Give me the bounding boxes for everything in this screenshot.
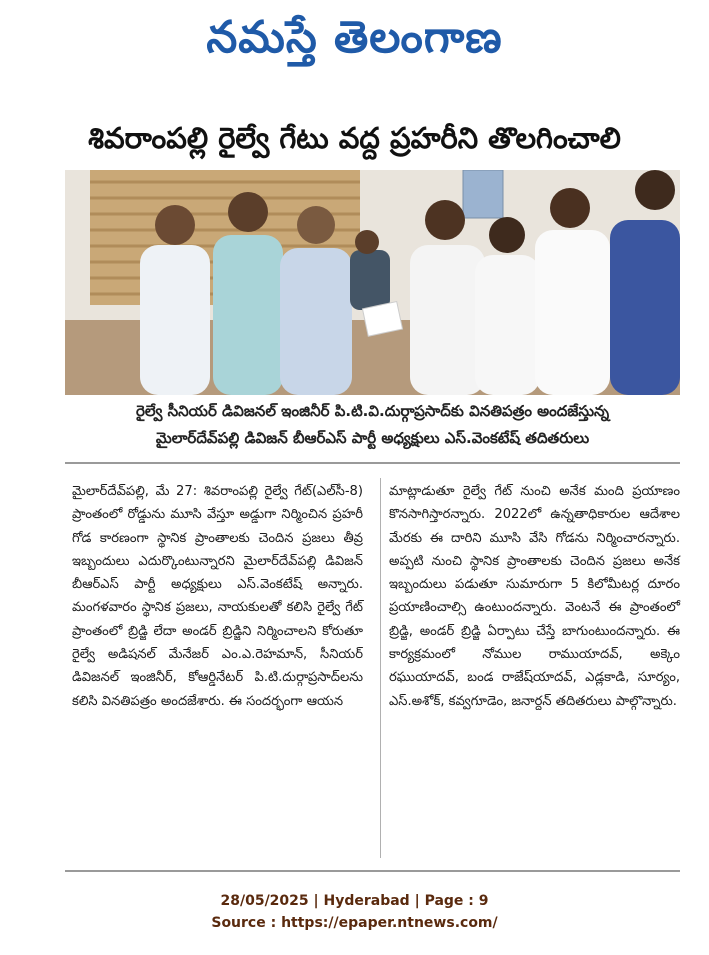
footer-date-page: 28/05/2025 | Hyderabad | Page : 9: [220, 893, 489, 909]
caption-line-2: మైలార్‌దేవ్‌పల్లి డివిజన్ బీఆర్‌ఎస్ పార్టీ అధ్యక్షులు ఎస్.వెంకటేష్ తదితరులు: [155, 429, 590, 447]
article-headline: శివరాంపల్లి రైల్వే గేటు వద్ద ప్రహరీని తొలగించాలి: [88, 121, 621, 155]
caption-line-1: రైల్వే సీనియర్ డివిజనల్ ఇంజినీర్ పి.టి.వి.దుర్గాప్రసాద్‌కు వినతిపత్రం అందజేస్తున్న: [135, 402, 610, 420]
article-column-right: [389, 480, 680, 855]
article-column-left: [72, 480, 363, 855]
article-body-right: మాట్లాడుతూ రైల్వే గేట్ నుంచి అనేక మంది ప్రయాణం కొనసాగిస్తారన్నారు. 2022లో ఉన్నతాధికారుల ఆదేశాల మేరకు ఈ దారిని మూసి వేసి గోడను నిర్మించారన్నారు. అప్పటి నుంచి స్థానిక ప్రాంతాలకు చెందిన ప్రజలు అనేక ఇబ్బందులు పడుతూ సుమారుగా 5 కిలోమీటర్ల దూరం ప్రయాణించాల్సి ఉంటుందన్నారు. వెంటనే ఈ ప్రాంతంలో బ్రిడ్జి, అండర్ బ్రిడ్జి ఏర్పాటు చేస్తే బాగుంటుందన్నారు. ఈ కార్యక్రమంలో నోముల రాముయాదవ్, అక్కెం రఘుయాదవ్, బండ రాజేష్‌యాదవ్, ఎడ్లకాడి, సూర్యం, ఎస్.అశోక్, కవ్వగూడెం, జనార్దన్ తదితరులు పాల్గొన్నారు.: [389, 484, 680, 709]
masthead-title: నమస్తే తెలంగాణ: [206, 12, 503, 63]
footer-separator: [65, 870, 680, 872]
news-photo: [65, 170, 680, 395]
article-body-left: మైలార్‌దేవ్‌పల్లి, మే 27: శివరాంపల్లి రైల్వే గేట్(ఎల్‌సీ-8) ప్రాంతంలో రోడ్డును మూసి వేస్తూ అడ్డుగా నిర్మించిన ప్రహరీ గోడ కారణంగా స్థానిక ప్రాంతాలకు చెందిన ప్రజలు తీవ్ర ఇబ్బందులు ఎదుర్కొంటున్నారని మైలార్‌దేవ్‌పల్లి డివిజన్ బీఆర్‌ఎస్ పార్టీ అధ్యక్షులు ఎస్.వెంకటేష్ అన్నారు. మంగళవారం స్థానిక ప్రజలు, నాయకులతో కలిసి రైల్వే గేట్ ప్రాంతంలో బ్రిడ్జి లేదా అండర్ బ్రిడ్జిని నిర్మించాలని కోరుతూ రైల్వే అడిషనల్ మేనేజర్ ఎం.ఎ.రెహమాన్, సీనియర్ డివిజనల్ ఇంజినీర్, కోఆర్డినేటర్ పి.టి.దుర్గాప్రసాద్‌లను కలిసి వినతిపత్రం అందజేశారు. ఈ సందర్భంగా ఆయన: [72, 484, 363, 709]
photo-caption: [65, 398, 680, 452]
caption-separator: [65, 462, 680, 464]
footer-source: Source : https://epaper.ntnews.com/: [211, 915, 498, 931]
column-divider: [380, 478, 381, 858]
